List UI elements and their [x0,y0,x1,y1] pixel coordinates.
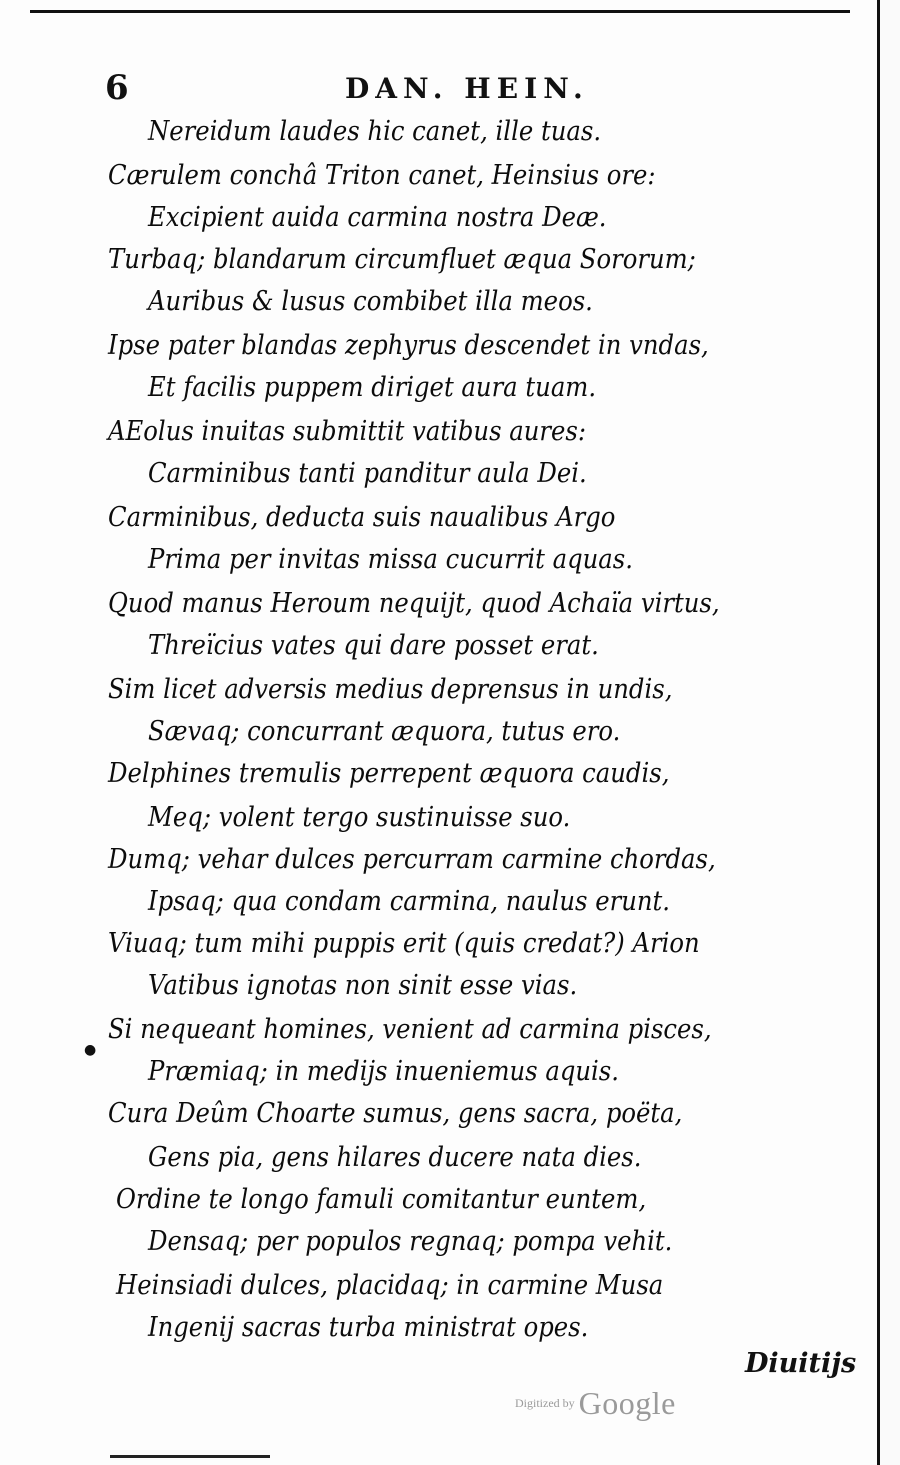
verse-line: Cærulem conchâ Triton canet, Heinsius ore: [108,160,656,191]
bottom-rule [110,1455,270,1462]
page-number: 6 [105,68,129,108]
verse-line: Cura Deûm Choarte sumus, gens sacra, poëta, [108,1098,683,1129]
verse-line: Threïcius vates qui dare posset erat. [148,630,599,661]
watermark-prefix: Digitized by [515,1396,575,1410]
verse-line: Ipse pater blandas zephyrus descendet in vndas, [108,330,709,361]
verse-line: Delphines tremulis perrepent æquora caudis, [108,758,670,789]
catchword: Diuitijs [745,1348,857,1379]
verse-line: Præmiaq; in medijs inueniemus aquis. [148,1056,620,1087]
margin-mark: ● [84,1042,97,1058]
verse-line: Ingenij sacras turba ministrat opes. [148,1312,589,1343]
verse-line: Auribus & lusus combibet illa meos. [148,286,593,317]
verse-line: Ordine te longo famuli comitantur euntem, [116,1184,647,1215]
verse-line: Si nequeant homines, venient ad carmina pisces, [108,1014,712,1045]
verse-line: Carminibus tanti panditur aula Dei. [148,458,587,489]
verse-line: Vatibus ignotas non sinit esse vias. [148,970,578,1001]
verse-line: Excipient auida carmina nostra Deæ. [148,202,607,233]
verse-line: Ipsaq; qua condam carmina, naulus erunt. [148,886,670,917]
verse-line: Meq; volent tergo sustinuisse suo. [148,802,571,833]
verse-line: Et facilis puppem diriget aura tuam. [148,372,597,403]
verse-line: Carminibus, deducta suis naualibus Argo [108,502,616,533]
verse-line: Heinsiadi dulces, placidaq; in carmine Musa [116,1270,664,1301]
digitized-watermark [515,1385,676,1422]
verse-line: Prima per invitas missa cucurrit aquas. [148,544,634,575]
verse-line: AEolus inuitas submittit vatibus aures: [108,416,587,447]
verse-line: Gens pia, gens hilares ducere nata dies. [148,1142,642,1173]
verse-line: Turbaq; blandarum circumfluet æqua Sororum; [108,244,696,275]
verse-line: Quod manus Heroum nequijt, quod Achaïa virtus, [108,588,720,619]
verse-line: Densaq; per populos regnaq; pompa vehit. [148,1226,673,1257]
verse-line: Sævaq; concurrant æquora, tutus ero. [148,716,621,747]
verse-line: Nereidum laudes hic canet, ille tuas. [148,116,602,147]
verse-line: Sim licet adversis medius deprensus in undis, [108,674,673,705]
verse-line: Dumq; vehar dulces percurram carmine chordas, [108,844,716,875]
verse-line: Viuaq; tum mihi puppis erit (quis credat?) Arion [108,928,700,959]
running-head: DAN. HEIN. [345,72,589,105]
watermark-brand: Google [578,1385,676,1421]
